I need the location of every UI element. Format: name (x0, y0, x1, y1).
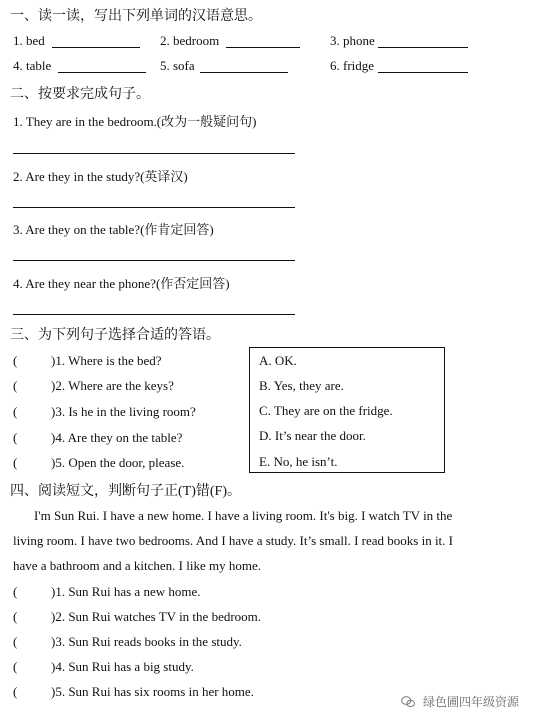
word-sofa: 5. sofa (160, 58, 195, 73)
choice-item-3: )3. Is he in the living room? (51, 404, 196, 419)
judge-item-1: )1. Sun Rui has a new home. (51, 584, 201, 599)
wechat-icon (401, 696, 415, 708)
paren-open[interactable]: ( (13, 404, 18, 419)
blank-bed[interactable] (52, 47, 140, 48)
word-fridge: 6. fridge (330, 58, 375, 73)
paren-open[interactable]: ( (13, 609, 18, 624)
question-3: 3. Are they on the table?(作肯定回答) (13, 222, 214, 237)
judge-item-4: )4. Sun Rui has a big study. (51, 659, 194, 674)
option-a: A. OK. (259, 353, 297, 368)
answer-line-3[interactable] (13, 260, 295, 261)
blank-bedroom[interactable] (226, 47, 300, 48)
answer-line-1[interactable] (13, 153, 295, 154)
judge-item-3: )3. Sun Rui reads books in the study. (51, 634, 242, 649)
word-bedroom: 2. bedroom (160, 33, 220, 48)
passage-line-1: I'm Sun Rui. I have a new home. I have a living room. It's big. I watch TV in the (34, 508, 453, 523)
question-4: 4. Are they near the phone?(作否定回答) (13, 276, 230, 291)
watermark (401, 693, 519, 710)
paren-open[interactable]: ( (13, 659, 18, 674)
passage-line-3: have a bathroom and a kitchen. I like my home. (13, 558, 262, 573)
paren-open[interactable]: ( (13, 430, 18, 445)
answer-line-4[interactable] (13, 314, 295, 315)
question-1: 1. They are in the bedroom.(改为一般疑问句) (13, 114, 257, 129)
word-phone: 3. phone (330, 33, 375, 48)
section1-heading: 一、读一读，写出下列单词的汉语意思。 (10, 9, 262, 24)
answer-line-2[interactable] (13, 207, 295, 208)
option-d: D. It’s near the door. (259, 428, 366, 443)
option-c: C. They are on the fridge. (259, 403, 393, 418)
option-e: E. No, he isn’t. (259, 454, 338, 469)
judge-item-5: )5. Sun Rui has six rooms in her home. (51, 684, 254, 699)
blank-fridge[interactable] (378, 72, 468, 73)
choice-item-4: )4. Are they on the table? (51, 430, 183, 445)
choice-item-1: )1. Where is the bed? (51, 353, 162, 368)
section2-heading: 二、按要求完成句子。 (10, 87, 150, 102)
paren-open[interactable]: ( (13, 584, 18, 599)
word-bed: 1. bed (13, 33, 45, 48)
word-table: 4. table (13, 58, 52, 73)
question-2: 2. Are they in the study?(英译汉) (13, 169, 188, 184)
watermark-text: 绿色圃四年级资源 (422, 695, 519, 709)
blank-table[interactable] (58, 72, 146, 73)
paren-open[interactable]: ( (13, 455, 18, 470)
paren-open[interactable]: ( (13, 634, 18, 649)
section3-heading: 三、为下列句子选择合适的答语。 (10, 328, 220, 343)
paren-open[interactable]: ( (13, 353, 18, 368)
choice-item-2: )2. Where are the keys? (51, 378, 174, 393)
paren-open[interactable]: ( (13, 684, 18, 699)
paren-open[interactable]: ( (13, 378, 18, 393)
choice-item-5: )5. Open the door, please. (51, 455, 185, 470)
blank-sofa[interactable] (200, 72, 288, 73)
blank-phone[interactable] (378, 47, 468, 48)
section4-heading: 四、阅读短文，判断句子正(T)错(F)。 (10, 484, 241, 499)
option-b: B. Yes, they are. (259, 378, 344, 393)
judge-item-2: )2. Sun Rui watches TV in the bedroom. (51, 609, 262, 624)
passage-line-2: living room. I have two bedrooms. And I have a study. It’s small. I read books in it. I (13, 533, 454, 548)
